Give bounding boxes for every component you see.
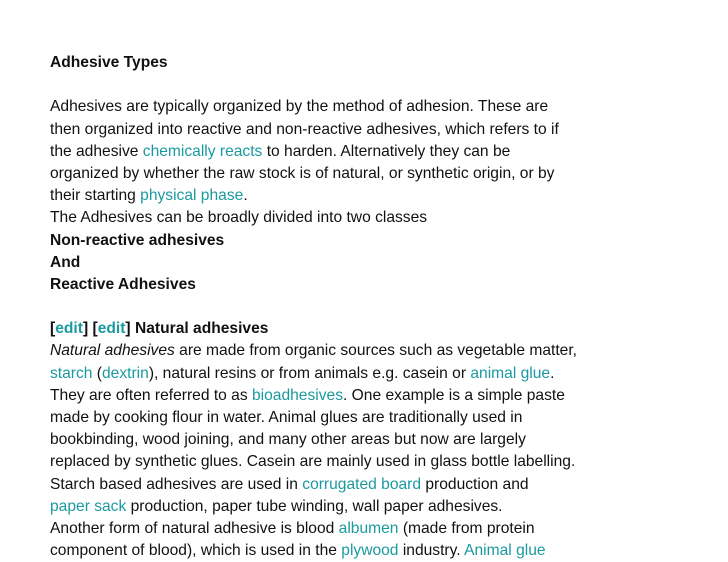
text: organized by whether the raw stock is of natural, or synthetic origin, or by xyxy=(50,164,555,182)
paragraph-line xyxy=(50,185,720,207)
bracket: ] xyxy=(125,320,131,338)
paragraph-line xyxy=(50,96,720,118)
spacer xyxy=(50,296,720,318)
link-paper-sack[interactable]: paper sack xyxy=(50,497,127,515)
paragraph-line xyxy=(50,407,720,429)
link-starch[interactable]: starch xyxy=(50,364,93,382)
link-plywood[interactable]: plywood xyxy=(341,542,399,560)
text: made by cooking flour in water. Animal glues are traditionally used in xyxy=(50,409,523,426)
text: their starting xyxy=(50,187,141,205)
paragraph-line xyxy=(50,474,720,496)
paragraph-line xyxy=(50,451,720,473)
text: Adhesives are typically organized by the method of adhesion. These are xyxy=(50,98,549,116)
link-corrugated-board[interactable]: corrugated board xyxy=(302,475,422,493)
text: bookbinding, wood joining, and many other areas but now are largely xyxy=(50,431,526,449)
text: production and xyxy=(421,475,529,493)
link-animal-glue[interactable]: animal glue xyxy=(470,364,551,382)
paragraph-line xyxy=(50,429,720,451)
text: replaced by synthetic glues. Casein are mainly used in glass bottle labelling. xyxy=(50,453,576,471)
link-bioadhesives[interactable]: bioadhesives xyxy=(251,386,343,404)
text: They are often referred to as xyxy=(50,386,252,404)
class-label-reactive: Reactive Adhesives xyxy=(50,275,196,293)
link-animal-glue-2[interactable]: Animal glue xyxy=(464,542,546,560)
text: then organized into reactive and non-reactive adhesives, which refers to if xyxy=(50,120,559,138)
text: . One example is a simple paste xyxy=(343,386,565,404)
text: to harden. Alternatively they can be xyxy=(262,142,511,160)
text: The Adhesives can be broadly divided into two classes xyxy=(50,209,428,227)
text: component of blood), which is used in the xyxy=(50,542,342,560)
text: Another form of natural adhesive is blood xyxy=(50,519,339,537)
link-chemically-reacts[interactable]: chemically reacts xyxy=(142,142,263,160)
edit-link[interactable]: edit xyxy=(97,320,126,338)
spacer xyxy=(50,74,720,96)
paragraph-line xyxy=(50,119,720,141)
paragraph-line xyxy=(50,340,720,362)
paragraph-line xyxy=(50,207,720,229)
document-body xyxy=(50,52,720,562)
text: Starch based adhesives are used in xyxy=(50,475,303,493)
text: ), natural resins or from animals e.g. casein or xyxy=(148,364,471,382)
bracket: ] xyxy=(82,320,89,338)
class-label-and: And xyxy=(50,253,81,271)
section-heading xyxy=(50,318,720,340)
edit-link[interactable]: edit xyxy=(55,320,83,338)
text: ( xyxy=(92,364,102,382)
class-label-non-reactive: Non-reactive adhesives xyxy=(50,231,225,249)
text: industry. xyxy=(398,542,465,560)
page-title: Adhesive Types xyxy=(50,54,168,71)
section-title: Natural adhesives xyxy=(134,320,269,338)
paragraph-line xyxy=(50,518,720,540)
link-albumen[interactable]: albumen xyxy=(338,519,399,537)
paragraph-line xyxy=(50,141,720,163)
text: production, paper tube winding, wall paper adhesives. xyxy=(126,497,503,515)
link-physical-phase[interactable]: physical phase xyxy=(140,187,244,205)
paragraph-line xyxy=(50,385,720,407)
bracket: [ xyxy=(92,320,98,338)
link-dextrin[interactable]: dextrin xyxy=(102,364,149,382)
text: are made from organic sources such as vegetable matter, xyxy=(174,342,577,360)
text: . xyxy=(550,364,555,382)
paragraph-line xyxy=(50,163,720,185)
bracket: [ xyxy=(50,320,56,338)
paragraph-line xyxy=(50,363,720,385)
paragraph-line xyxy=(50,496,720,518)
text: the adhesive xyxy=(50,142,143,160)
italic-term: Natural adhesives xyxy=(50,342,175,360)
text: . xyxy=(243,187,248,205)
text: (made from protein xyxy=(398,519,535,537)
paragraph-line xyxy=(50,540,720,562)
